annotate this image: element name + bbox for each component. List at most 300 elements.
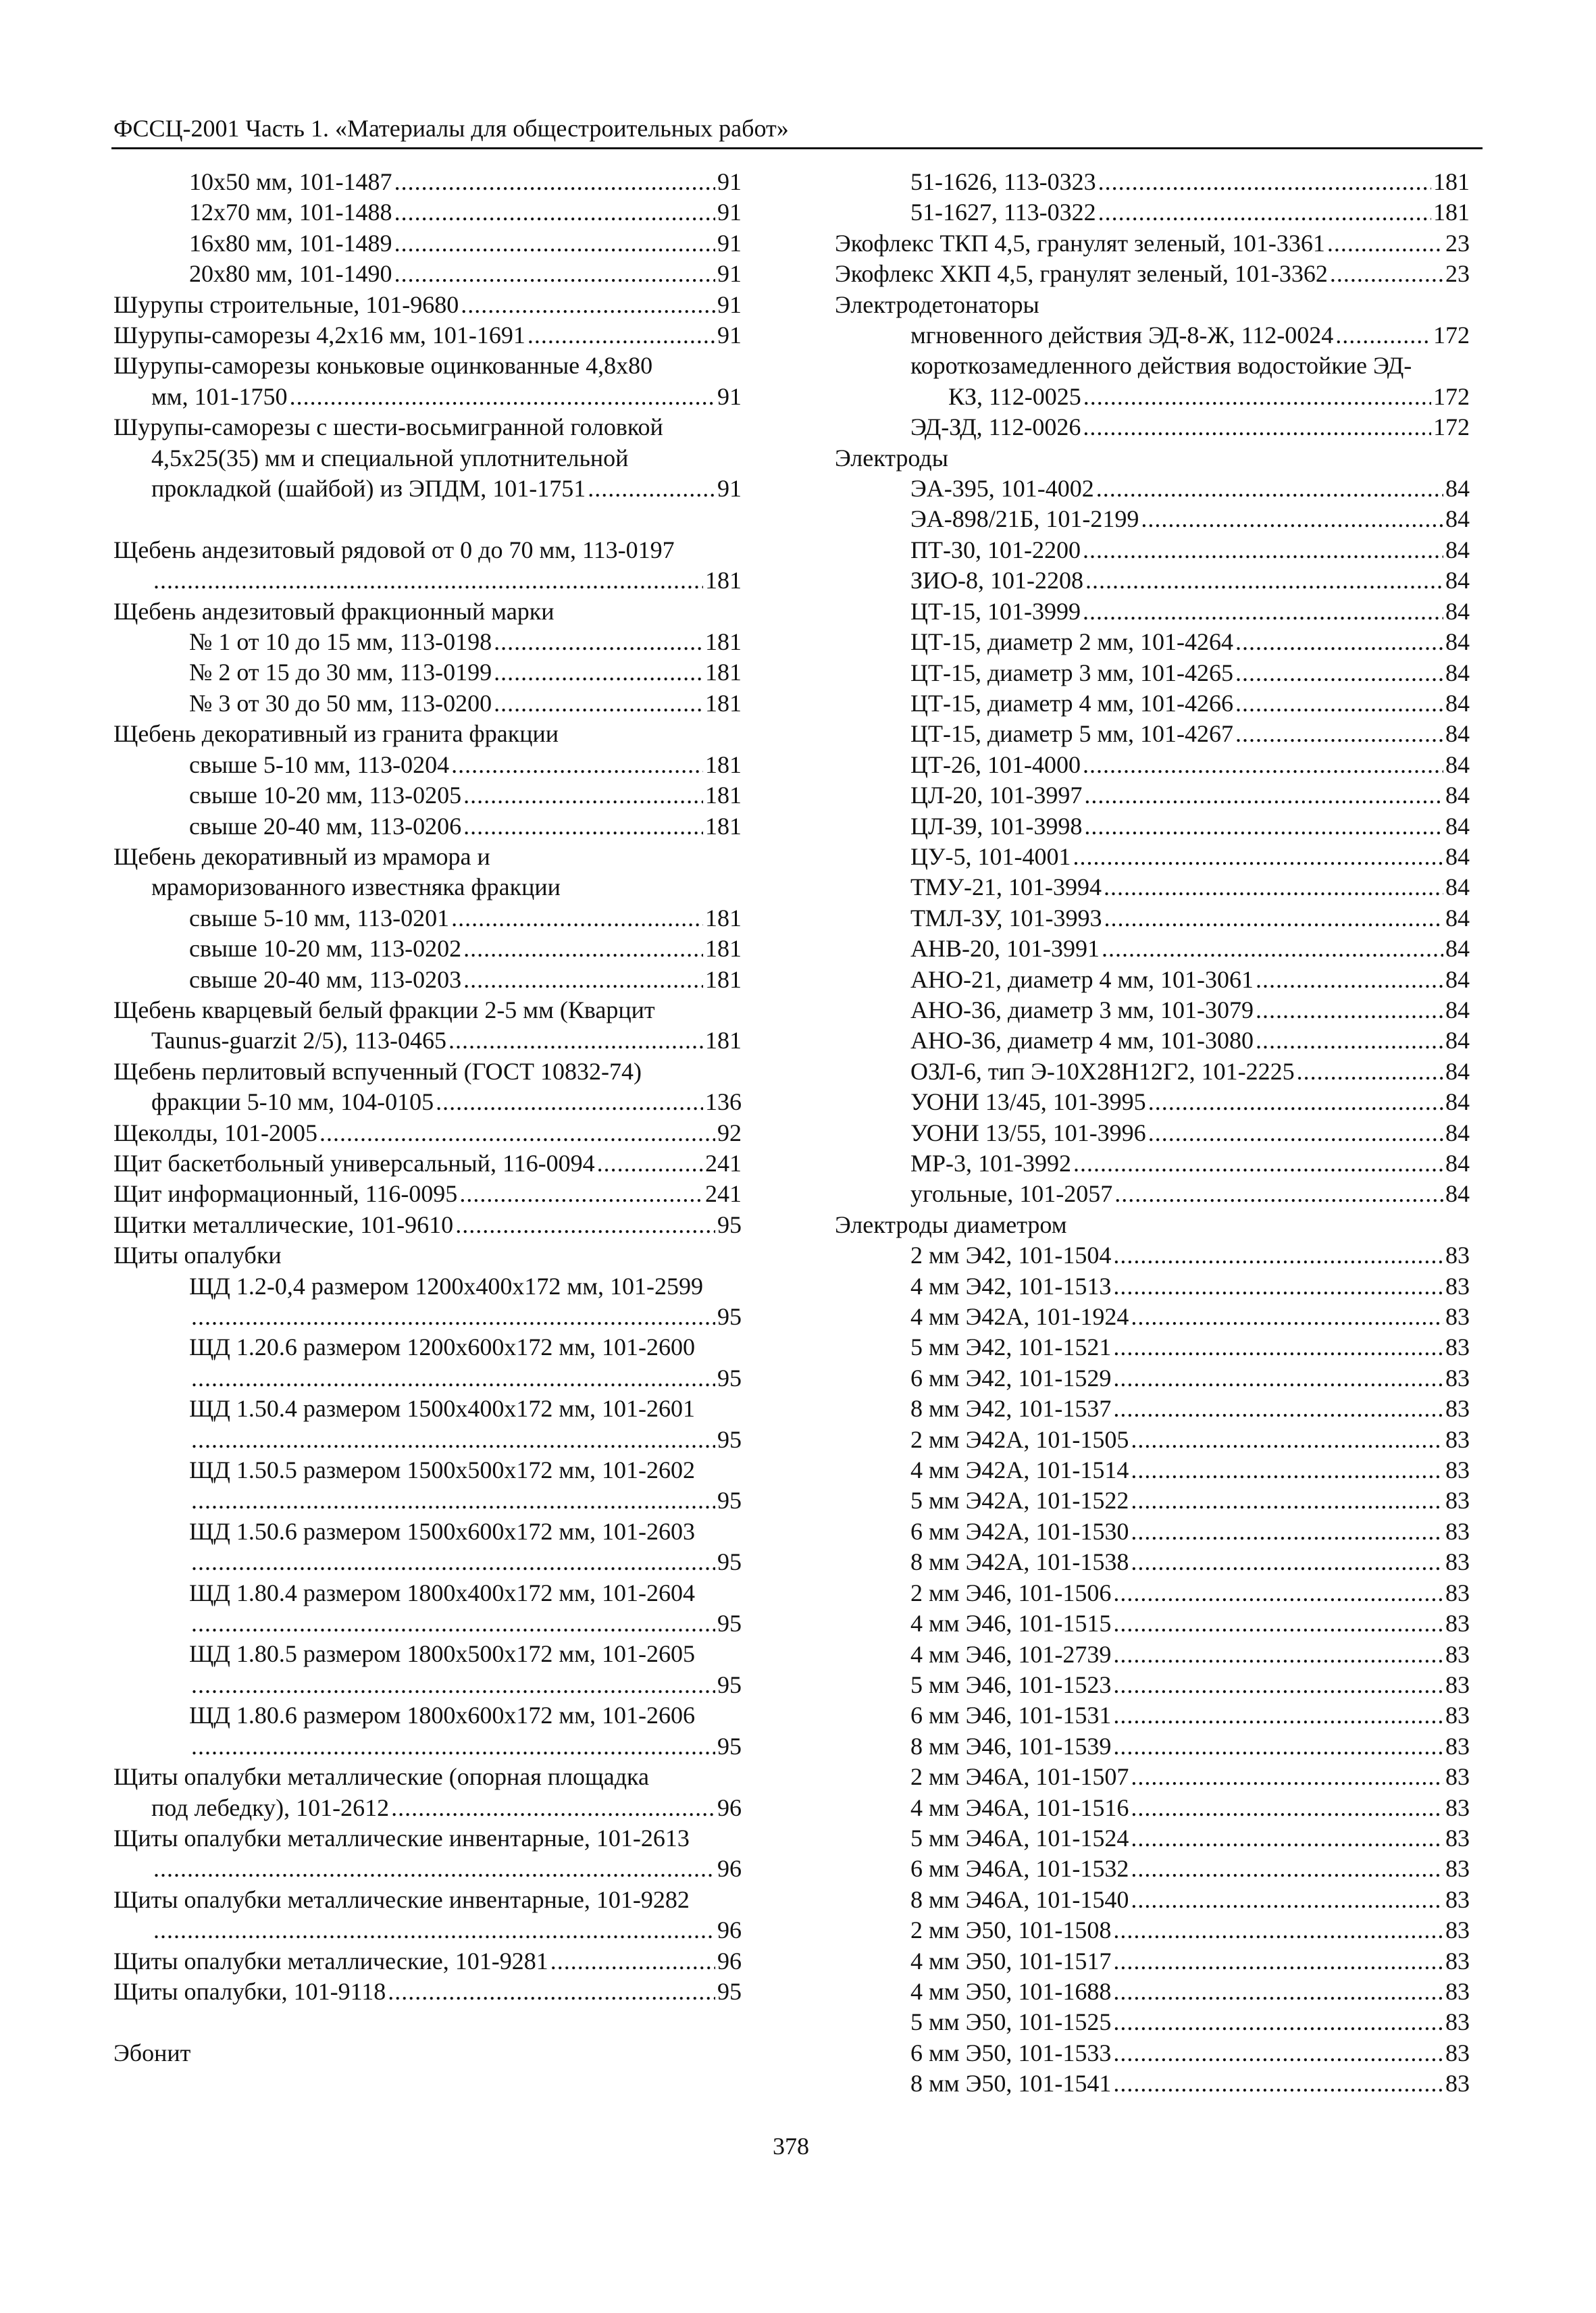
entry-text: Taunus-guarzit 2/5), 113-0465: [151, 1027, 447, 1054]
index-heading: [113, 535, 742, 565]
blank-line: [113, 2007, 742, 2037]
entry-text: № 3 от 30 до 50 мм, 113-0200: [189, 689, 492, 717]
dot-leader: [1335, 320, 1431, 351]
entry-text: ЦТ-15, 101-3999: [910, 597, 1081, 625]
index-entry: [113, 382, 742, 412]
entry-text: свыше 20-40 мм, 113-0206: [189, 812, 462, 840]
index-heading: [113, 2038, 742, 2068]
dot-leader: [1083, 412, 1431, 442]
index-entry: [835, 1302, 1470, 1332]
dot-leader: [1084, 811, 1443, 842]
entry-text: короткозамедленного действия водостойкие ЭД-: [910, 352, 1412, 380]
index-entry: [113, 1854, 742, 1884]
entry-text: ЦТ-15, диаметр 2 мм, 101-4264: [910, 628, 1234, 656]
entry-text: Щиты опалубки, 101-9118: [113, 1977, 386, 2005]
entry-text: 8 мм Э46А, 101-1540: [910, 1885, 1129, 1913]
dot-leader: [1083, 382, 1431, 412]
index-entry: [113, 688, 742, 719]
blank-line: [113, 504, 742, 534]
entry-page-number: 91: [717, 168, 742, 195]
entry-text: Экофлекс ТКП 4,5, гранулят зеленый, 101-3361: [835, 229, 1325, 257]
index-entry: [835, 2068, 1470, 2099]
index-heading: [113, 995, 742, 1025]
entry-page-number: 95: [717, 1610, 742, 1637]
entry-page-number: 172: [1433, 382, 1470, 410]
index-entry: [835, 1762, 1470, 1792]
dot-leader: [1131, 1517, 1443, 1547]
index-heading: [113, 1823, 742, 1854]
entry-page-number: 181: [705, 628, 742, 656]
entry-text: № 1 от 10 до 15 мм, 113-0198: [189, 628, 492, 656]
dot-leader: [597, 1148, 703, 1179]
entry-text: 6 мм Э46, 101-1531: [910, 1702, 1112, 1729]
entry-page-number: 84: [1445, 965, 1470, 993]
entry-text: 5 мм Э46, 101-1523: [910, 1671, 1112, 1698]
dot-leader: [436, 1087, 703, 1117]
entry-text: Щиты опалубки: [113, 1242, 282, 1269]
dot-leader: [1084, 780, 1443, 811]
dot-leader: [1102, 934, 1443, 964]
index-entry: [113, 903, 742, 934]
index-entry: [835, 1640, 1470, 1670]
entry-page-number: 95: [717, 1977, 742, 2005]
dot-leader: [1113, 1394, 1443, 1424]
entry-text: Щиты опалубки металлические, 101-9281: [113, 1947, 548, 1975]
entry-text: 5 мм Э46А, 101-1524: [910, 1824, 1129, 1852]
entry-text: Щебень андезитовый фракционный марки: [113, 597, 555, 625]
index-entry: [835, 1578, 1470, 1608]
entry-page-number: 181: [705, 1027, 742, 1054]
entry-text: АНО-21, диаметр 4 мм, 101-3061: [910, 965, 1254, 993]
index-entry: [835, 1485, 1470, 1516]
index-entry: [835, 1793, 1470, 1823]
index-heading: [113, 842, 742, 872]
dot-leader: [1256, 1025, 1443, 1056]
entry-text: 4 мм Э46, 101-2739: [910, 1640, 1112, 1668]
entry-text: свыше 20-40 мм, 113-0203: [189, 965, 462, 993]
index-entry: [835, 1547, 1470, 1577]
entry-page-number: 95: [717, 1671, 742, 1698]
entry-page-number: 84: [1445, 1027, 1470, 1054]
entry-text: 2 мм Э42, 101-1504: [910, 1242, 1112, 1269]
entry-page-number: 96: [717, 1916, 742, 1944]
entry-text: 2 мм Э46А, 101-1507: [910, 1763, 1129, 1791]
dot-leader: [1330, 259, 1443, 289]
index-entry: [113, 1547, 742, 1577]
entry-page-number: 84: [1445, 689, 1470, 717]
entry-page-number: 241: [705, 1180, 742, 1208]
entry-page-number: 96: [717, 1855, 742, 1883]
dot-leader: [1297, 1057, 1443, 1087]
dot-leader: [1083, 535, 1443, 565]
index-entry: [835, 2007, 1470, 2037]
entry-text: под лебедку), 101-2612: [151, 1794, 390, 1821]
entry-text: 4 мм Э42, 101-1513: [910, 1272, 1112, 1300]
index-entry: [113, 1977, 742, 2007]
dot-leader: [1113, 1700, 1443, 1731]
entry-text: ЩД 1.50.6 размером 1500x600x172 мм, 101-2603: [189, 1517, 695, 1545]
entry-text: Щиты опалубки металлические инвентарные, 101-2613: [113, 1824, 690, 1852]
index-entry: [835, 627, 1470, 657]
entry-text: 5 мм Э42А, 101-1522: [910, 1487, 1129, 1515]
index-entry: [835, 903, 1470, 934]
page-header: ФССЦ-2001 Часть 1. «Материалы для общестроительных работ»: [113, 115, 789, 142]
entry-text: 4 мм Э42А, 101-1924: [910, 1303, 1129, 1331]
dot-leader: [1235, 627, 1443, 657]
entry-text: свыше 5-10 мм, 113-0201: [189, 904, 450, 932]
entry-text: мм, 101-1750: [151, 382, 288, 410]
entry-page-number: 83: [1445, 1671, 1470, 1698]
index-entry: [835, 1823, 1470, 1854]
entry-page-number: 83: [1445, 2070, 1470, 2098]
index-entry: [835, 320, 1470, 351]
index-entry: [835, 1915, 1470, 1946]
entry-text: ТМЛ-3У, 101-3993: [910, 904, 1102, 932]
index-entry: [835, 1118, 1470, 1148]
index-entry: [835, 1394, 1470, 1424]
entry-text: АНВ-20, 101-3991: [910, 935, 1100, 963]
entry-page-number: 84: [1445, 873, 1470, 901]
index-entry: [835, 504, 1470, 534]
dot-leader: [494, 688, 703, 719]
entry-text: ЦЛ-39, 101-3998: [910, 812, 1083, 840]
entry-page-number: 91: [717, 382, 742, 410]
index-entry: [113, 1425, 742, 1455]
dot-leader: [1096, 474, 1443, 504]
entry-text: 4 мм Э46, 101-1515: [910, 1610, 1112, 1637]
entry-text: 51-1627, 113-0322: [910, 199, 1096, 226]
dot-leader: [153, 565, 703, 596]
entry-page-number: 83: [1445, 1916, 1470, 1944]
index-entry: [113, 290, 742, 320]
dot-leader: [1098, 197, 1431, 228]
index-entry: [835, 1025, 1470, 1056]
entry-text: Щит баскетбольный универсальный, 116-0094: [113, 1149, 595, 1177]
entry-page-number: 95: [717, 1364, 742, 1392]
dot-leader: [448, 1025, 703, 1056]
index-entry: [113, 167, 742, 197]
entry-page-number: 95: [717, 1487, 742, 1515]
entry-page-number: 83: [1445, 1487, 1470, 1515]
index-heading: [113, 443, 742, 474]
header-rule: [111, 147, 1483, 149]
index-entry: [113, 565, 742, 596]
entry-page-number: 84: [1445, 1150, 1470, 1177]
dot-leader: [1256, 965, 1443, 995]
entry-page-number: 181: [705, 965, 742, 993]
entry-page-number: 84: [1445, 659, 1470, 686]
index-heading: [113, 596, 742, 627]
entry-text: свыше 5-10 мм, 113-0204: [189, 751, 450, 778]
index-entry: [835, 1608, 1470, 1639]
entry-page-number: 96: [717, 1947, 742, 1975]
entry-page-number: 181: [705, 812, 742, 840]
dot-leader: [1113, 1240, 1443, 1271]
entry-text: ПТ-30, 101-2200: [910, 536, 1081, 563]
entry-page-number: 181: [1433, 168, 1470, 195]
entry-page-number: 84: [1445, 935, 1470, 963]
dot-leader: [1148, 1087, 1443, 1117]
entry-page-number: 23: [1445, 260, 1470, 288]
dot-leader: [1073, 842, 1443, 872]
entry-text: АНО-36, диаметр 4 мм, 101-3080: [910, 1027, 1254, 1054]
index-entry: [835, 1946, 1470, 1977]
dot-leader: [1235, 658, 1443, 688]
dot-leader: [1131, 1455, 1443, 1485]
entry-page-number: 84: [1445, 751, 1470, 778]
dot-leader: [527, 320, 715, 351]
index-entry: [835, 750, 1470, 780]
entry-text: 4 мм Э50, 101-1517: [910, 1947, 1112, 1975]
index-heading: [113, 1455, 742, 1485]
dot-leader: [191, 1731, 715, 1762]
index-entry: [835, 1179, 1470, 1209]
index-entry: [835, 1363, 1470, 1394]
entry-text: МР-3, 101-3992: [910, 1150, 1072, 1177]
entry-text: № 2 от 15 до 30 мм, 113-0199: [189, 659, 492, 686]
index-entry: [835, 780, 1470, 811]
entry-page-number: 181: [705, 567, 742, 594]
index-heading: [113, 719, 742, 749]
entry-text: Щиты опалубки металлические инвентарные, 101-9282: [113, 1885, 690, 1913]
dot-leader: [1113, 1363, 1443, 1394]
index-heading: [113, 1332, 742, 1363]
index-heading: [113, 1517, 742, 1547]
index-entry: [835, 259, 1470, 289]
entry-page-number: 83: [1445, 2039, 1470, 2066]
entry-text: Щебень декоративный из гранита фракции: [113, 720, 559, 748]
entry-page-number: 95: [717, 1211, 742, 1238]
entry-text: Электроды диаметром: [835, 1211, 1067, 1238]
dot-leader: [394, 228, 715, 259]
dot-leader: [1131, 1823, 1443, 1854]
entry-text: 2 мм Э50, 101-1508: [910, 1916, 1112, 1944]
entry-page-number: 83: [1445, 1548, 1470, 1576]
entry-text: 10x50 мм, 101-1487: [189, 168, 392, 195]
entry-page-number: 83: [1445, 1732, 1470, 1760]
entry-text: ЩД 1.50.4 размером 1500x400x172 мм, 101-2601: [189, 1395, 695, 1423]
index-heading: [835, 290, 1470, 320]
entry-page-number: 84: [1445, 904, 1470, 932]
index-entry: [835, 658, 1470, 688]
entry-page-number: 83: [1445, 1640, 1470, 1668]
entry-text: 20x80 мм, 101-1490: [189, 260, 392, 288]
entry-page-number: 83: [1445, 1395, 1470, 1423]
entry-text: 5 мм Э42, 101-1521: [910, 1333, 1112, 1361]
index-entry: [113, 1118, 742, 1148]
entry-page-number: 83: [1445, 1763, 1470, 1791]
entry-text: 8 мм Э42, 101-1537: [910, 1395, 1112, 1423]
index-entry: [835, 1271, 1470, 1302]
index-entry: [835, 1057, 1470, 1087]
entry-page-number: 84: [1445, 996, 1470, 1023]
entry-page-number: 84: [1445, 567, 1470, 594]
index-heading: [835, 351, 1470, 381]
index-entry: [113, 780, 742, 811]
entry-page-number: 92: [717, 1119, 742, 1146]
index-entry: [835, 1731, 1470, 1762]
entry-text: 12x70 мм, 101-1488: [189, 199, 392, 226]
dot-leader: [1148, 1118, 1443, 1148]
entry-text: 6 мм Э42, 101-1529: [910, 1364, 1112, 1392]
entry-text: Щеколды, 101-2005: [113, 1119, 317, 1146]
index-column-right: [835, 167, 1470, 2100]
entry-page-number: 83: [1445, 1947, 1470, 1975]
dot-leader: [1131, 1793, 1443, 1823]
index-entry: [113, 965, 742, 995]
entry-page-number: 91: [717, 322, 742, 349]
index-entry: [835, 167, 1470, 197]
entry-page-number: 181: [705, 935, 742, 963]
entry-text: ЦТ-15, диаметр 3 мм, 101-4265: [910, 659, 1234, 686]
dot-leader: [394, 167, 715, 197]
dot-leader: [394, 259, 715, 289]
entry-page-number: 83: [1445, 1242, 1470, 1269]
index-entry: [113, 1485, 742, 1516]
entry-text: ЦТ-15, диаметр 4 мм, 101-4266: [910, 689, 1234, 717]
entry-page-number: 83: [1445, 1517, 1470, 1545]
index-heading: [113, 1762, 742, 1792]
dot-leader: [588, 474, 715, 504]
entry-text: 6 мм Э42А, 101-1530: [910, 1517, 1129, 1545]
dot-leader: [1131, 1425, 1443, 1455]
dot-leader: [1083, 596, 1443, 627]
entry-text: мраморизованного известняка фракции: [151, 873, 561, 901]
entry-page-number: 83: [1445, 1456, 1470, 1484]
dot-leader: [1113, 1578, 1443, 1608]
index-entry: [835, 1332, 1470, 1363]
entry-text: УОНИ 13/45, 101-3995: [910, 1088, 1146, 1116]
index-entry: [113, 1731, 742, 1762]
entry-page-number: 181: [705, 659, 742, 686]
dot-leader: [1114, 1179, 1443, 1209]
dot-leader: [191, 1608, 715, 1639]
entry-text: 51-1626, 113-0323: [910, 168, 1096, 195]
entry-text: Щитки металлические, 101-9610: [113, 1211, 454, 1238]
index-entry: [835, 1854, 1470, 1884]
entry-page-number: 91: [717, 475, 742, 503]
index-entry: [835, 1670, 1470, 1700]
index-entry: [113, 934, 742, 964]
entry-text: 8 мм Э50, 101-1541: [910, 2070, 1112, 2098]
index-entry: [113, 259, 742, 289]
entry-page-number: 84: [1445, 842, 1470, 870]
entry-text: ЩД 1.80.4 размером 1800x400x172 мм, 101-2604: [189, 1579, 695, 1606]
index-entry: [835, 1977, 1470, 2007]
entry-page-number: 91: [717, 199, 742, 226]
index-entry: [113, 1302, 742, 1332]
entry-page-number: 181: [1433, 199, 1470, 226]
dot-leader: [191, 1670, 715, 1700]
dot-leader: [1104, 903, 1443, 934]
entry-text: Экофлекс ХКП 4,5, гранулят зеленый, 101-3362: [835, 260, 1328, 288]
index-heading: [113, 1057, 742, 1087]
entry-text: свыше 10-20 мм, 113-0202: [189, 935, 462, 963]
entry-page-number: 84: [1445, 536, 1470, 563]
entry-page-number: 83: [1445, 1610, 1470, 1637]
entry-text: ЦТ-15, диаметр 5 мм, 101-4267: [910, 720, 1234, 748]
entry-page-number: 181: [705, 782, 742, 809]
entry-text: ЗИО-8, 101-2208: [910, 567, 1084, 594]
entry-text: 5 мм Э50, 101-1525: [910, 2008, 1112, 2036]
index-entry: [835, 1700, 1470, 1731]
entry-page-number: 83: [1445, 2008, 1470, 2036]
index-entry: [113, 1915, 742, 1946]
entry-text: Шурупы-саморезы 4,2x16 мм, 101-1691: [113, 322, 525, 349]
dot-leader: [1085, 565, 1443, 596]
entry-text: ЦЛ-20, 101-3997: [910, 782, 1083, 809]
entry-text: свыше 10-20 мм, 113-0205: [189, 782, 462, 809]
entry-text: ОЗЛ-6, тип Э-10Х28Н12Г2, 101-2225: [910, 1057, 1295, 1085]
dot-leader: [1113, 1915, 1443, 1946]
entry-text: прокладкой (шайбой) из ЭПДМ, 101-1751: [151, 475, 586, 503]
dot-leader: [1113, 2068, 1443, 2099]
entry-text: Шурупы строительные, 101-9680: [113, 290, 459, 318]
entry-page-number: 84: [1445, 720, 1470, 748]
index-entry: [835, 995, 1470, 1025]
dot-leader: [290, 382, 715, 412]
index-entry: [835, 382, 1470, 412]
index-entry: [113, 474, 742, 504]
entry-page-number: 181: [705, 904, 742, 932]
entry-text: УОНИ 13/55, 101-3996: [910, 1119, 1146, 1146]
index-entry: [113, 750, 742, 780]
dot-leader: [494, 657, 703, 688]
dot-leader: [1104, 872, 1443, 903]
dot-leader: [191, 1363, 715, 1394]
index-entry: [835, 965, 1470, 995]
index-heading: [835, 1210, 1470, 1240]
dot-leader: [191, 1425, 715, 1455]
entry-text: 4 мм Э50, 101-1688: [910, 1977, 1112, 2005]
dot-leader: [1131, 1485, 1443, 1516]
dot-leader: [191, 1302, 715, 1332]
index-entry: [835, 872, 1470, 903]
dot-leader: [1098, 167, 1431, 197]
entry-page-number: 83: [1445, 1702, 1470, 1729]
index-entry: [113, 228, 742, 259]
entry-page-number: 83: [1445, 1364, 1470, 1392]
entry-text: ТМУ-21, 101-3994: [910, 873, 1102, 901]
dot-leader: [388, 1977, 715, 2007]
dot-leader: [1083, 750, 1443, 780]
dot-leader: [1131, 1547, 1443, 1577]
dot-leader: [191, 1485, 715, 1516]
dot-leader: [1131, 1762, 1443, 1792]
entry-text: КЗ, 112-0025: [948, 382, 1081, 410]
entry-page-number: 84: [1445, 505, 1470, 533]
index-entry: [835, 1425, 1470, 1455]
dot-leader: [461, 290, 715, 320]
index-entry: [835, 1148, 1470, 1179]
dot-leader: [1235, 688, 1443, 719]
entry-page-number: 23: [1445, 229, 1470, 257]
entry-text: Эбонит: [113, 2039, 191, 2066]
entry-page-number: 95: [717, 1732, 742, 1760]
index-entry: [835, 228, 1470, 259]
entry-text: ЩД 1.2-0,4 размером 1200x400x172 мм, 101-2599: [189, 1272, 703, 1300]
dot-leader: [451, 903, 703, 934]
entry-text: Щиты опалубки металлические (опорная площадка: [113, 1763, 649, 1791]
dot-leader: [1113, 2007, 1443, 2037]
dot-leader: [1113, 1271, 1443, 1302]
index-entry: [835, 565, 1470, 596]
dot-leader: [391, 1793, 715, 1823]
index-entry: [835, 1240, 1470, 1271]
index-entry: [113, 197, 742, 228]
dot-leader: [1113, 1608, 1443, 1639]
entry-page-number: 83: [1445, 1824, 1470, 1852]
